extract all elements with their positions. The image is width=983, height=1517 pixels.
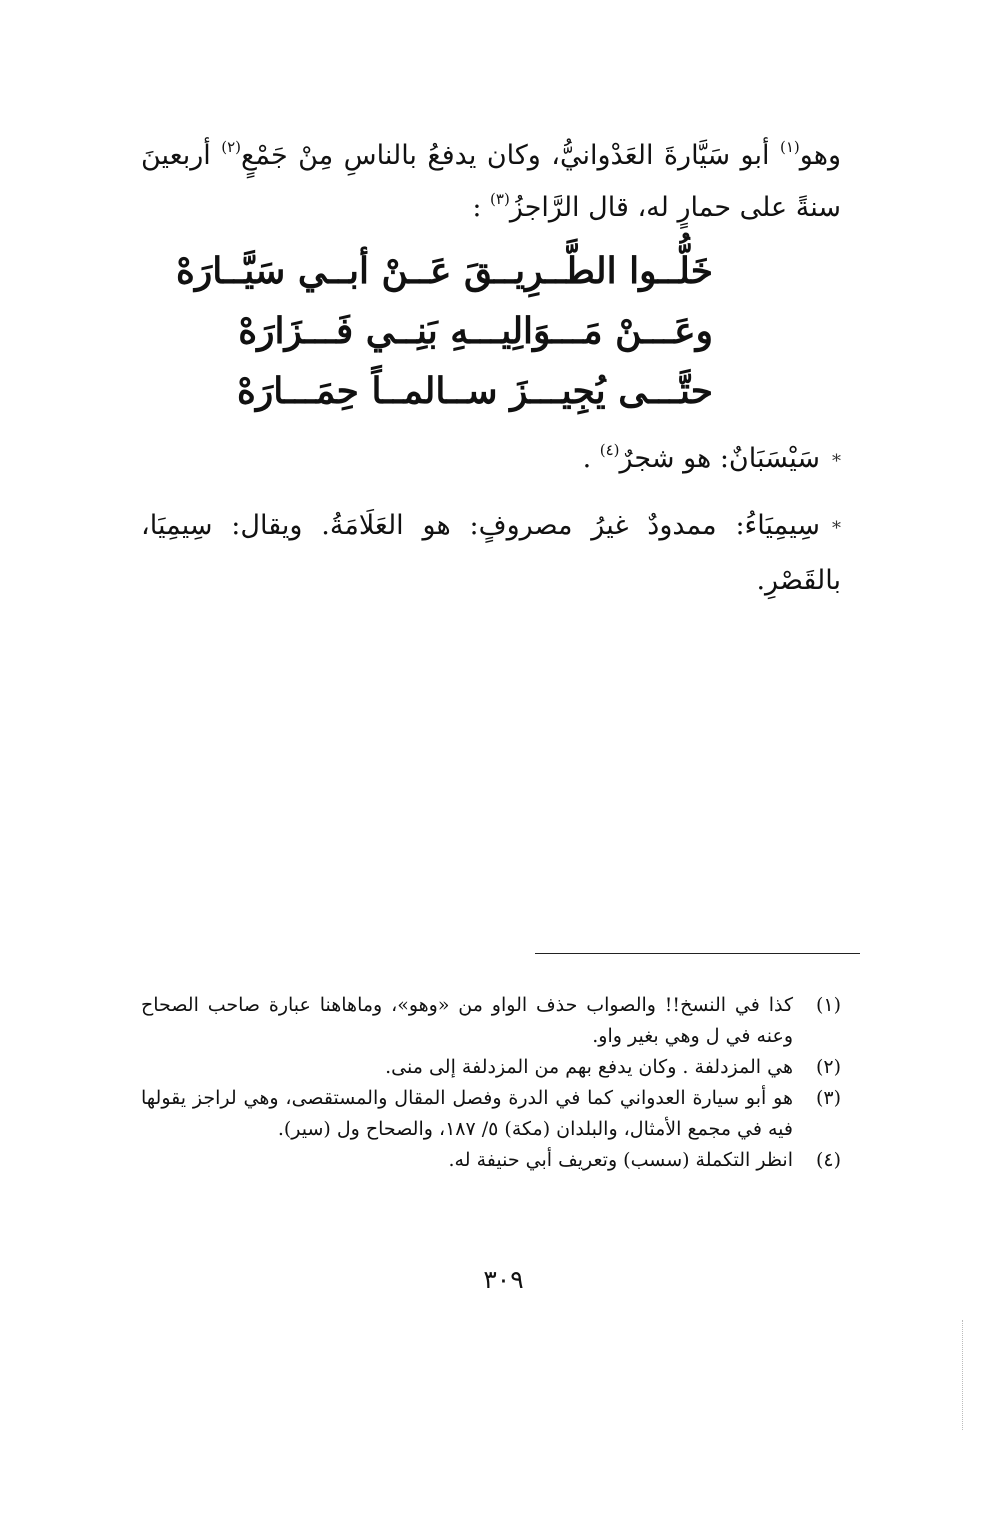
footnote-text: كذا في النسخ!! والصواب حذف الواو من «وهو»، وماهاهنا عبارة صاحب الصحاح وعنه في ل وهي بغير واو.	[141, 994, 793, 1047]
dictionary-entry	[141, 500, 841, 607]
text-segment: أربعينَ سنةً على حمارٍ له، قال الرَّاجزُ	[141, 140, 841, 223]
verse-line: خَلُّــوا الطَّــرِيــقَ عَــنْ أبــي سَيَّــارَهْ	[175, 250, 713, 292]
entry-text: سَيْسَبَانٌ: هو شجرٌ	[619, 443, 820, 474]
footnote-ref: (٣)	[490, 190, 510, 208]
footnote-ref: (٢)	[221, 138, 242, 156]
scan-artifact	[962, 1320, 964, 1430]
entry-text: سِيمِيَاءُ: ممدودٌ غيرُ مصروفٍ: هو العَلَامَةُ. ويقال: سِيمِيَا، بالقَصْرِ.	[141, 510, 841, 596]
footnote	[141, 990, 841, 1052]
text-segment: :	[472, 192, 491, 223]
footnote	[141, 1145, 841, 1176]
dictionary-entry	[141, 433, 841, 488]
footnote-text: هو أبو سيارة العدواني كما في الدرة وفصل المقال والمستقصى، وهي لراجز يقولها فيه في مجمع الأمثال، والبلدان (مكة) ٥/ ١٨٧، والصحاح ول (سير).	[141, 1087, 793, 1140]
entry-asterisk: *	[832, 518, 841, 539]
footnote-number: (٣)	[815, 1087, 841, 1109]
footnote	[141, 1083, 841, 1145]
footnote-number: (١)	[815, 994, 841, 1016]
footnote-divider	[535, 953, 860, 954]
footnotes-section	[141, 990, 841, 1176]
text-segment: أبو سَيَّارةَ العَدْوانيُّ، وكان يدفعُ بالناسِ مِنْ جَمْعٍ	[241, 140, 780, 171]
footnote-text: انظر التكملة (سسب) وتعريف أبي حنيفة له.	[448, 1149, 793, 1171]
footnote-number: (٢)	[815, 1056, 841, 1078]
page-number-text: ٣٠٩	[483, 1265, 524, 1294]
footnote-ref: (٤)	[599, 441, 620, 459]
footnote-number: (٤)	[815, 1149, 841, 1171]
entry-asterisk: *	[832, 451, 841, 472]
entry-text: .	[582, 443, 600, 474]
footnote	[141, 1052, 841, 1083]
page-number	[0, 1265, 983, 1294]
text-segment: وهو	[799, 140, 841, 171]
footnote-ref: (١)	[779, 138, 800, 156]
verse-line: حتَّـــى يُجِيـــزَ ســالمــاً حِمَـــارَهْ	[237, 370, 713, 412]
main-paragraph	[141, 130, 841, 234]
verse-line: وعَـــنْ مَـــوَالِيـــهِ بَنِــي فَـــزَارَهْ	[238, 310, 713, 352]
footnote-text: هي المزدلفة . وكان يدفع بهم من المزدلفة إلى منى.	[385, 1056, 793, 1078]
